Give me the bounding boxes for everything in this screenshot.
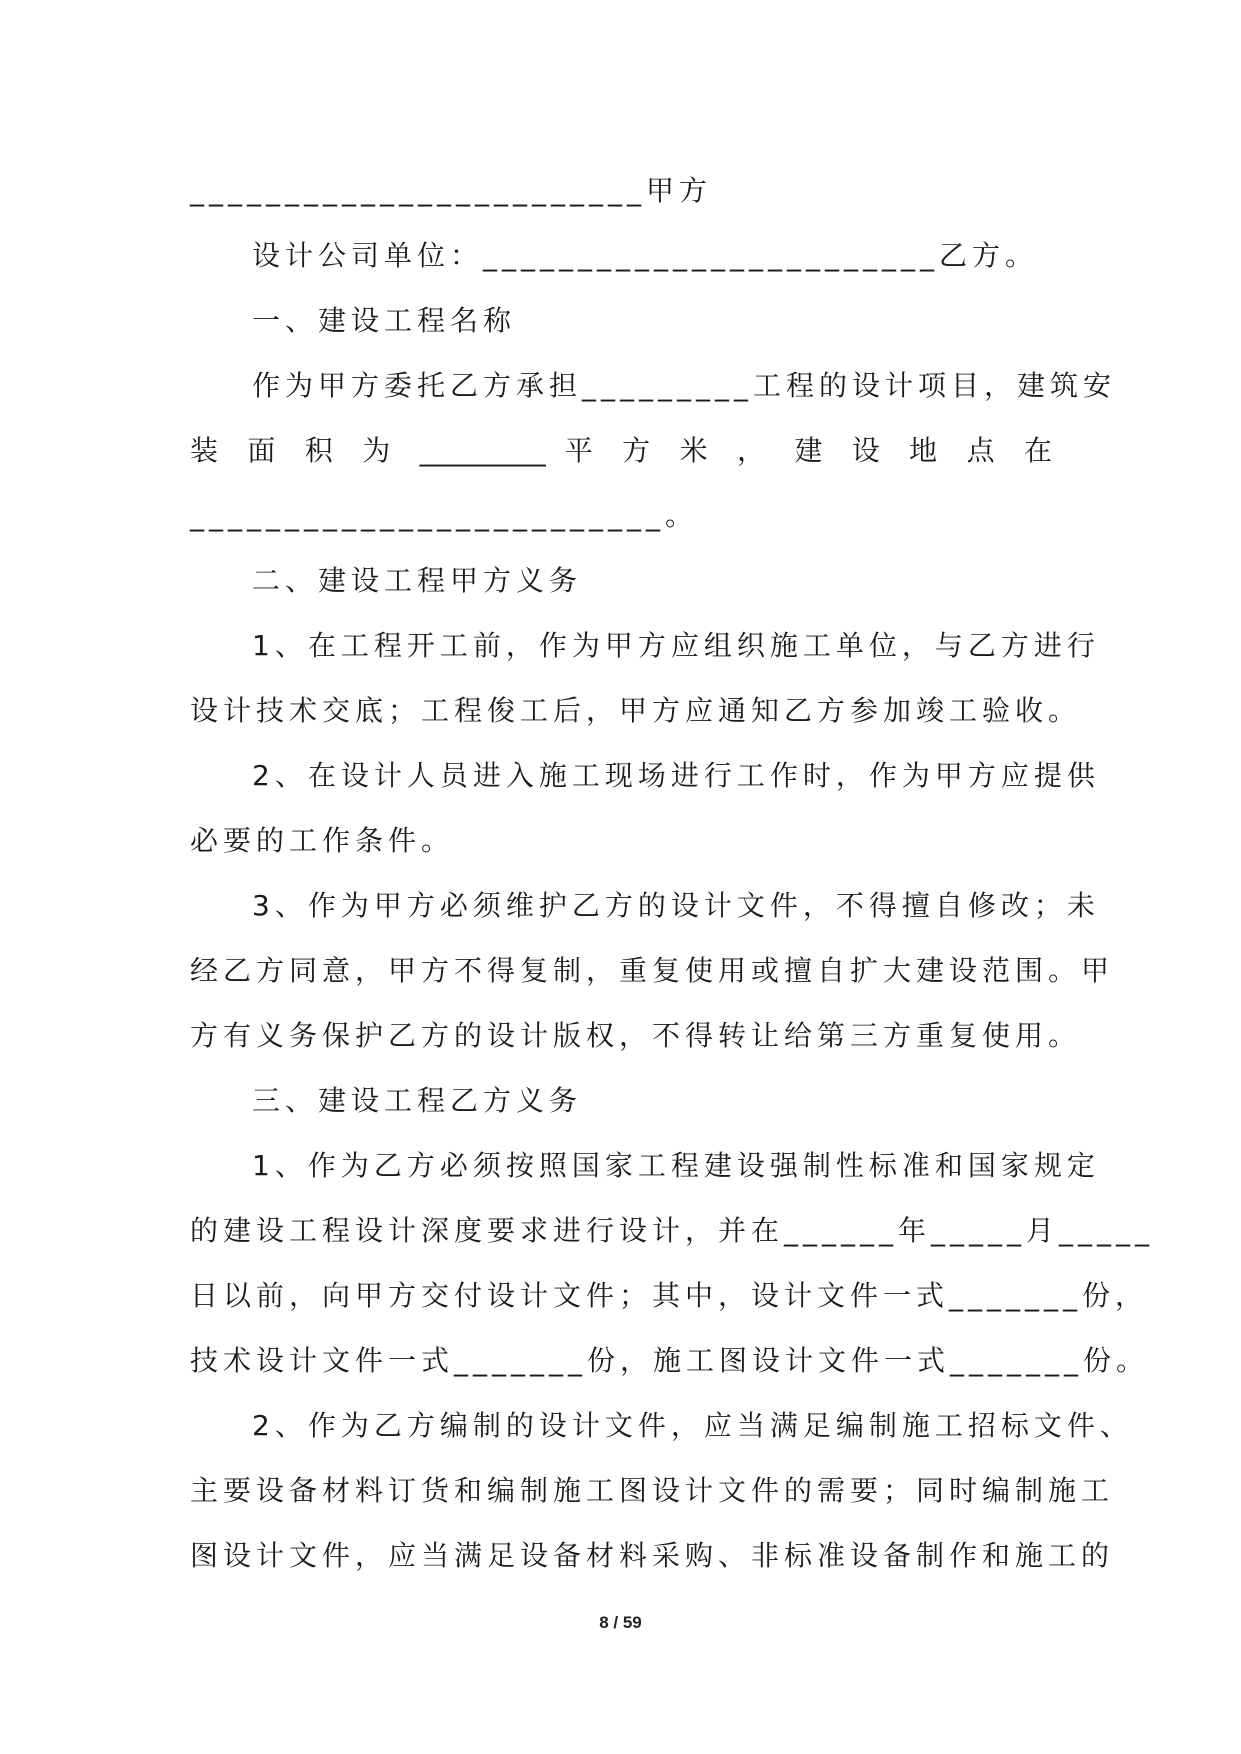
paragraph-line: 装 面 积 为 _________ 平 方 米 ， 建 设 地 点 在 [190,434,1052,467]
paragraph-line: 主要设备材料订货和编制施工图设计文件的需要；同时编制施工 [190,1474,1115,1507]
paragraph-line: 作为甲方委托乙方承担_________工程的设计项目，建筑安 [252,369,1117,402]
section-heading-1: 一、建设工程名称 [252,304,517,337]
page-number: 8 / 59 [599,1613,642,1632]
paragraph-line: 图设计文件，应当满足设备材料采购、非标准设备制作和施工的 [190,1539,1115,1572]
paragraph-line: 2、在设计人员进入施工现场进行工作时，作为甲方应提供 [252,759,1100,792]
paragraph-line: _________________________。 [190,499,699,532]
paragraph-line: 必要的工作条件。 [190,824,455,857]
paragraph-line: 1、在工程开工前，作为甲方应组织施工单位，与乙方进行 [252,629,1100,662]
section-heading-3: 三、建设工程乙方义务 [252,1084,583,1117]
paragraph-line: 方有义务保护乙方的设计版权，不得转让给第三方重复使用。 [190,1019,1082,1052]
paragraph-line: 设计技术交底；工程俊工后，甲方应通知乙方参加竣工验收。 [190,694,1082,727]
party-a-line: ________________________甲方 [190,174,713,207]
paragraph-line: 技术设计文件一式_______份，施工图设计文件一式_______份。 [190,1344,1150,1377]
section-heading-2: 二、建设工程甲方义务 [252,564,583,597]
paragraph-line: 经乙方同意，甲方不得复制，重复使用或擅自扩大建设范围。甲 [190,954,1115,987]
document-body [190,158,1155,1588]
paragraph-line: 的建设工程设计深度要求进行设计，并在______年_____月_____ [190,1214,1155,1247]
paragraph-line: 日以前，向甲方交付设计文件；其中，设计文件一式_______份， [190,1279,1149,1312]
paragraph-line: 1、作为乙方必须按照国家工程建设强制性标准和国家规定 [252,1149,1100,1182]
party-b-line: 设计公司单位：________________________乙方。 [252,239,1039,272]
paragraph-line: 2、作为乙方编制的设计文件，应当满足编制施工招标文件、 [252,1409,1133,1442]
paragraph-line: 3、作为甲方必须维护乙方的设计文件，不得擅自修改；未 [252,889,1100,922]
